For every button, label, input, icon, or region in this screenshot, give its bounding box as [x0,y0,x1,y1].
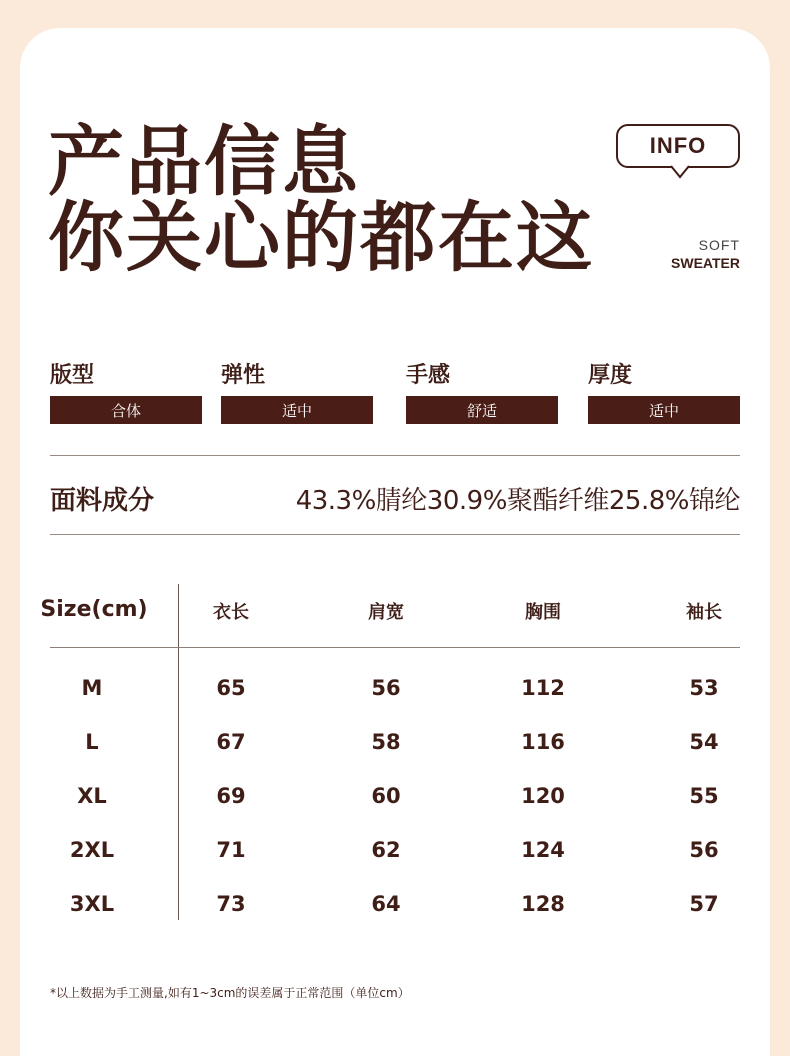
table-cell: 116 [521,730,565,754]
table-vertical-divider [178,584,179,920]
table-cell: 55 [689,784,719,808]
table-cell: 54 [689,730,719,754]
footnote: *以上数据为手工测量,如有1~3cm的误差属于正常范围（单位cm） [50,986,410,1000]
table-cell: 71 [216,838,246,862]
attribute-fit [50,362,202,424]
table-cell: 69 [216,784,246,808]
attribute-label: 弹性 [221,363,266,388]
table-cell-size: 2XL [69,838,115,862]
attribute-value: 适中 [588,396,740,424]
table-cell: 124 [521,838,565,862]
fabric-composition: 43.3%腈纶30.9%聚酯纤维25.8%锦纶 [295,486,740,516]
table-cell: 56 [371,676,401,700]
attribute-value: 适中 [221,396,373,424]
table-header-length: 衣长 [213,602,249,623]
tagline-line1: SOFT [698,237,740,253]
tagline [671,236,740,272]
table-cell: 120 [521,784,565,808]
attribute-elasticity [221,362,373,424]
table-cell-size: 3XL [69,892,115,916]
table-header-size: Size(cm) [40,597,148,622]
table-header-shoulder: 肩宽 [368,602,404,623]
attribute-feel [406,362,558,424]
divider [50,455,740,456]
table-cell-size: XL [77,784,107,808]
fabric-label: 面料成分 [50,486,155,516]
table-cell: 128 [521,892,565,916]
table-cell: 56 [689,838,719,862]
attribute-label: 厚度 [588,363,633,388]
table-cell-size: L [85,730,99,754]
table-cell: 67 [216,730,246,754]
speech-bubble-tail-icon [671,165,689,183]
table-cell: 112 [521,676,565,700]
table-cell: 53 [689,676,719,700]
page-subtitle: 你关心的都在这 [48,193,594,282]
info-badge: INFO [616,124,740,168]
table-header-divider [50,647,740,648]
attribute-value: 舒适 [406,396,558,424]
table-cell: 62 [371,838,401,862]
table-cell: 57 [689,892,719,916]
attribute-label: 版型 [50,363,95,388]
attribute-label: 手感 [406,363,451,388]
attribute-thickness [588,362,740,424]
table-header-chest: 胸围 [525,602,561,623]
table-cell: 73 [216,892,246,916]
tagline-line2: SWEATER [671,255,740,271]
divider [50,534,740,535]
table-cell-size: M [81,676,103,700]
table-cell: 64 [371,892,401,916]
attribute-value: 合体 [50,396,202,424]
table-cell: 65 [216,676,246,700]
table-header-sleeve: 袖长 [686,602,722,623]
table-cell: 58 [371,730,401,754]
table-cell: 60 [371,784,401,808]
page-title: 产品信息 [48,117,360,206]
